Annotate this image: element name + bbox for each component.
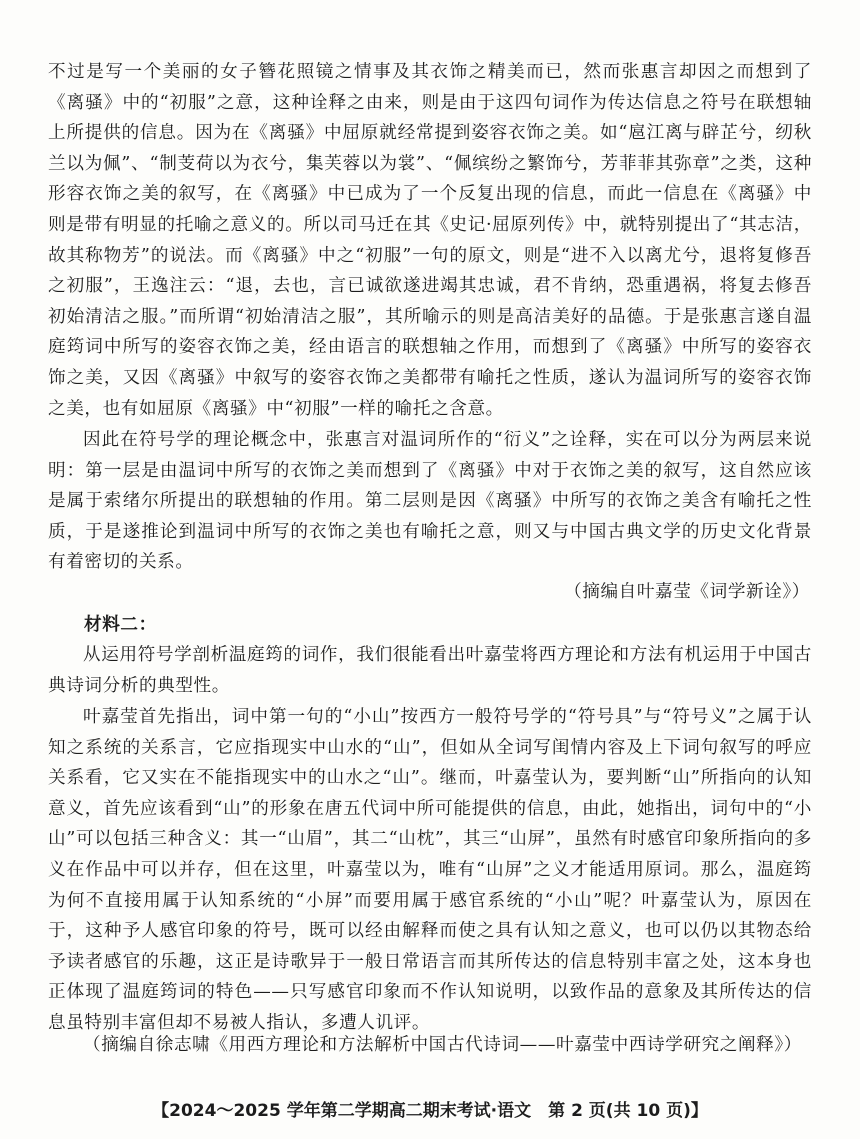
material1-paragraph-2: 因此在符号学的理论概念中，张惠言对温词所作的“衍义”之诠释，实在可以分为两层来说明：第一层是由温词中所写的衣饰之美而想到了《离骚》中对于衣饰之美的叙写，这自然应该是属于索绪尔所提出的联想轴的作用。第二层则是因《离骚》中所写的衣饰之美含有喻托之性质，于是遂推论到温词中所写的衣饰之美也有喻托之意，则又与中国古典文学的历史文化背景有着密切的关系。 (48, 430, 812, 573)
material1-paragraph-1: 不过是写一个美丽的女子簪花照镜之情事及其衣饰之精美而已，然而张惠言却因之而想到了《离骚》中的“初服”之意，这种诠释之由来，则是由于这四句词作为传达信息之符号在联想轴上所提供的信息。因为在《离骚》中屈原就经常提到姿容衣饰之美。如“扈江离与辟芷兮，纫秋兰以为佩”、“制芰荷以为衣兮，集芙蓉以为裳”、“佩缤纷之繁饰兮，芳菲菲其弥章”之类，这种形容衣饰之美的叙写，在《离骚》中已成为了一个反复出现的信息，而此一信息在《离骚》中则是带有明显的托喻之意义的。所以司马迁在其《史记·屈原列传》中，就特别提出了“其志洁，故其称物芳”的说法。而《离骚》中之“初服”一句的原文，则是“进不入以离尤兮，退将复修吾之初服”，王逸注云：“退，去也，言已诚欲遂进竭其忠诚，君不肯纳，恐重遇祸，将复去修吾初始清洁之服。”而所谓“初始清洁之服”，其所喻示的则是高洁美好的品德。于是张惠言遂自温庭筠词中所写的姿容衣饰之美，经由语言的联想轴之作用，而想到了《离骚》中所写的姿容衣饰之美，又因《离骚》中叙写的姿容衣饰之美都带有喻托之性质，遂认为温词所写的姿容衣饰之美，也有如屈原《离骚》中“初服”一样的喻托之含意。 (48, 62, 812, 419)
material2-heading: 材料二： (84, 614, 157, 635)
material2-paragraph-2: 叶嘉莹首先指出，词中第一句的“小山”按西方一般符号学的“符号具”与“符号义”之属于认知之系统的关系言，它应指现实中山水的“山”，但如从全词写闺情内容及上下词句叙写的呼应关系看，它又实在不能指现实中的山水之“山”。继而，叶嘉莹认为，要判断“山”所指向的认知意义，首先应该看到“山”的形象在唐五代词中所可能提供的信息，由此，她指出，词句中的“小山”可以包括三种含义：其一“山眉”，其二“山枕”，其三“山屏”，虽然有时感官印象所指向的多义在作品中可以并存，但在这里，叶嘉莹以为，唯有“山屏”之义才能适用原词。那么，温庭筠为何不直接用属于认知系统的“小屏”而要用属于感官系统的“小山”呢？叶嘉莹认为，原因在于，这种予人感官印象的符号，既可以经由解释而使之具有认知之意义，也可以仍以其物态给予读者感官的乐趣，这正是诗歌异于一般日常语言而其所传达的信息特别丰富之处，这本身也正体现了温庭筠词的特色——只写感官印象而不作认知说明，以致作品的意象及其所传达的信息虽特别丰富但却不易被人指认，多遭人讥评。 (48, 707, 812, 1033)
material2-paragraph-1: 从运用符号学剖析温庭筠的词作，我们很能看出叶嘉莹将西方理论和方法有机运用于中国古典诗词分析的典型性。 (48, 645, 812, 696)
material1-source: （摘编自叶嘉莹《词学新诠》） (564, 582, 810, 602)
page-footer: 【2024～2025 学年第二学期高二期末考试·语文 第 2 页(共 10 页)】 (152, 1101, 708, 1121)
material2-source: （摘编自徐志啸《用西方理论和方法解析中国古代诗词——叶嘉莹中西诗学研究之阐释》） (83, 1035, 802, 1055)
